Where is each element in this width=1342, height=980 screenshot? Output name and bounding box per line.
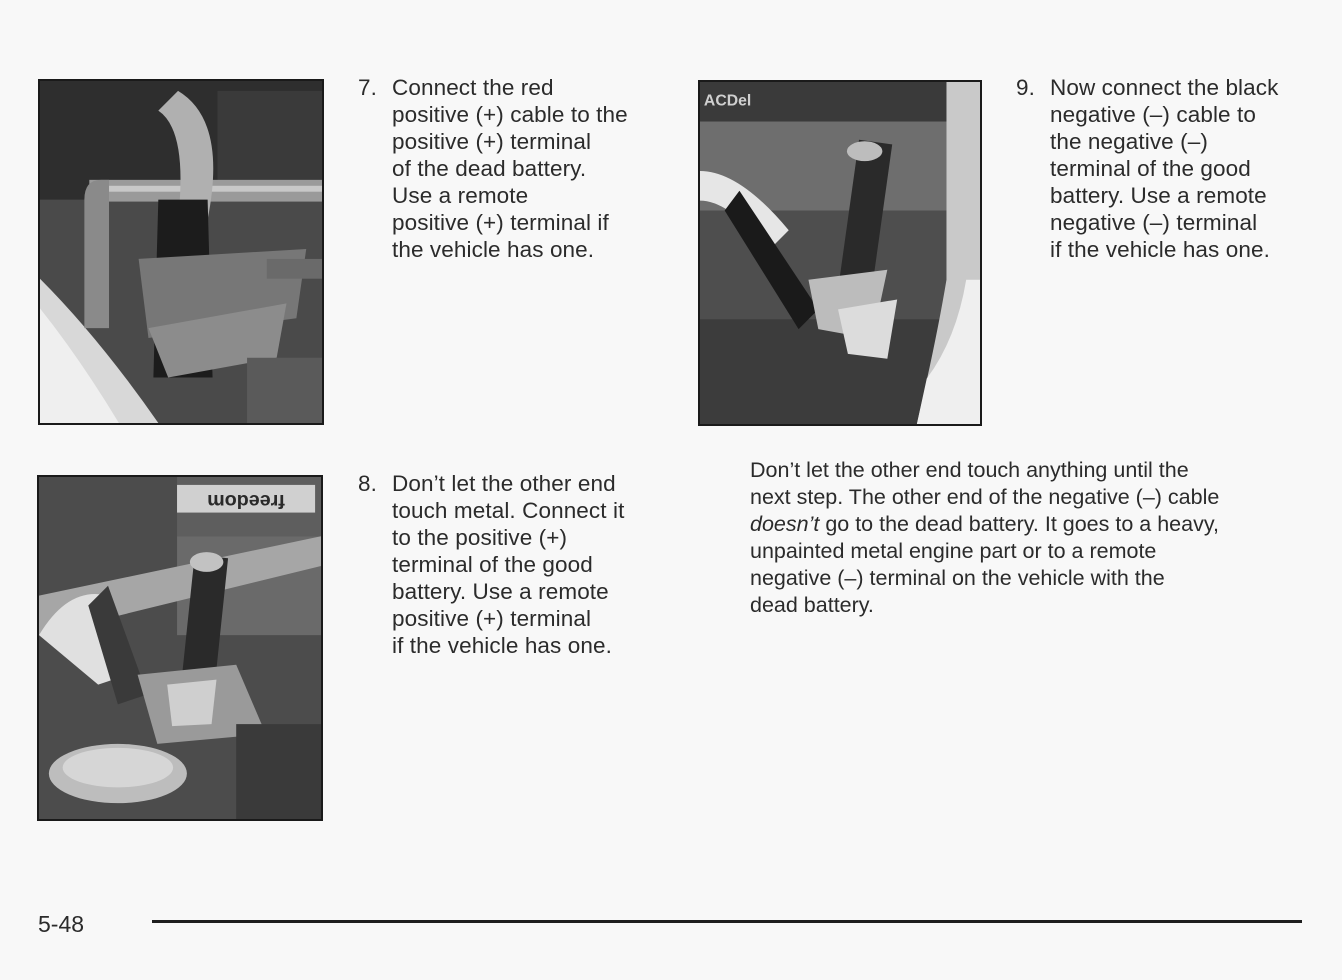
step-text: Connect the red positive (+) cable to the positive (+) terminal of the dead battery. Use a remote positive (+) terminal if the vehicle has one. <box>392 75 628 262</box>
step-7 <box>358 74 658 274</box>
step-number: 9. <box>1016 75 1035 100</box>
photo-illustration <box>39 477 321 819</box>
photo-clamp-dead-battery-positive <box>38 79 324 425</box>
battery-brand-label: ACDel <box>703 92 752 110</box>
footer-divider <box>152 920 1302 923</box>
page-number: 5-48 <box>38 911 85 937</box>
battery-brand-label: freedom <box>207 489 285 512</box>
photo-illustration <box>700 82 980 424</box>
note-text-before: Don’t let the other end touch anything until the next step. The other end of the negative (–) cable <box>750 458 1220 509</box>
step-text: Don’t let the other end touch metal. Connect it to the positive (+) terminal of the good battery. Use a remote positive (+) terminal if the vehicle has one. <box>392 471 625 658</box>
photo-clamp-good-battery-negative <box>698 80 982 426</box>
photo-illustration <box>40 81 322 423</box>
note-emphasis: doesn’t <box>750 512 820 536</box>
caution-note <box>750 457 1290 619</box>
step-8 <box>358 470 658 670</box>
note-text-after: go to the dead battery. It goes to a heavy, unpainted metal engine part or to a remote negative (–) terminal on the vehicle with the dead battery. <box>750 512 1219 617</box>
step-number: 8. <box>358 471 377 496</box>
step-text: Now connect the black negative (–) cable to the negative (–) terminal of the good battery. Use a remote negative (–) terminal if the vehicle has one. <box>1050 75 1279 262</box>
photo-clamp-good-battery-positive <box>37 475 323 821</box>
step-number: 7. <box>358 75 377 100</box>
step-9 <box>1016 74 1316 274</box>
